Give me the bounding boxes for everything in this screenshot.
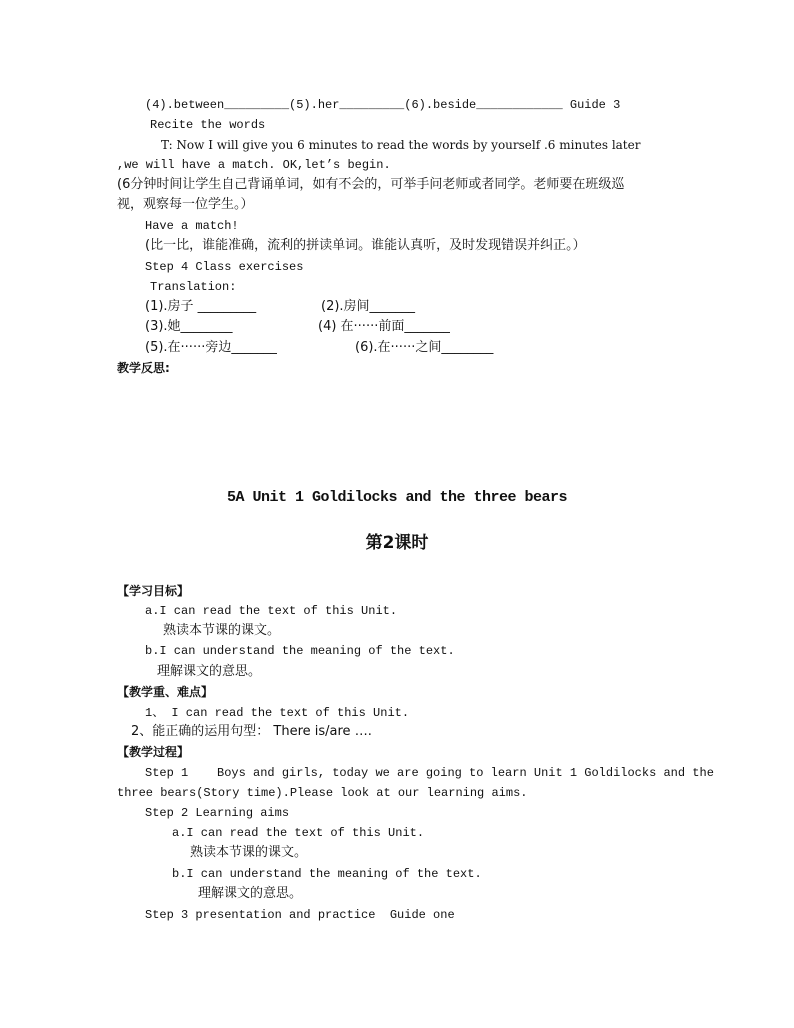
teacher-line-1: T: Now I will give you 6 minutes to read the words by yourself .6 minutes later: [161, 138, 641, 152]
note-line-2: 视，观察每一位学生。）: [117, 197, 254, 212]
goals-heading: 【学习目标】: [117, 584, 190, 598]
teacher-line-2: ,we will have a match. OK,let’s begin.: [117, 158, 391, 172]
note-line-1: (6分钟时间让学生自己背诵单词，如有不会的，可举手问老师或者同学。老师要在班级巡: [117, 177, 625, 192]
step4-heading: Step 4 Class exercises: [145, 260, 304, 274]
keypoint-1: 1、 I can read the text of this Unit.: [145, 706, 410, 720]
lesson-title: 5A Unit 1 Goldilocks and the three bears: [226, 489, 568, 506]
translation-item-3: (3).她________: [145, 319, 233, 334]
keypoints-heading: 【教学重、难点】: [117, 685, 214, 699]
keypoint-2: 2、能正确的运用句型： There is/are ….: [131, 724, 372, 739]
translation-item-5: (5).在······旁边_______: [145, 340, 277, 355]
goal-a: a.I can read the text of this Unit.: [145, 604, 398, 618]
goal-b-cn: 理解课文的意思。: [157, 664, 262, 679]
guide3-line: (4).between_________(5).her_________(6).beside____________ Guide 3: [145, 98, 621, 112]
step3-heading: Step 3 presentation and practice Guide one: [145, 908, 455, 922]
translation-item-6: (6).在······之间________: [355, 340, 494, 355]
translation-label: Translation:: [150, 280, 237, 294]
process-heading: 【教学过程】: [117, 745, 190, 759]
goal-b: b.I can understand the meaning of the text.: [145, 644, 455, 658]
goal-a-cn: 熟读本节课的课文。: [163, 623, 281, 638]
step1-line-2: three bears(Story time).Please look at our learning aims.: [117, 786, 528, 800]
step1-line-1: Step 1 Boys and girls, today we are going to learn Unit 1 Goldilocks and the: [145, 766, 714, 780]
step2-aim-a: a.I can read the text of this Unit.: [172, 826, 425, 840]
step2-aim-b-cn: 理解课文的意思。: [198, 886, 303, 901]
reflection-heading: 教学反思:: [117, 361, 170, 375]
compare-note: (比一比，谁能准确，流利的拼读单词。谁能认真听，及时发现错误并纠正。）: [145, 238, 586, 253]
step2-aim-b: b.I can understand the meaning of the text.: [172, 867, 482, 881]
step2-heading: Step 2 Learning aims: [145, 806, 290, 820]
step2-aim-a-cn: 熟读本节课的课文。: [190, 845, 308, 860]
translation-item-4: (4) 在······前面_______: [318, 319, 450, 334]
recite-words: Recite the words: [150, 118, 266, 132]
translation-item-2: (2).房间_______: [321, 299, 416, 314]
have-match: Have a match!: [145, 219, 239, 233]
translation-item-1: (1).房子 _________: [145, 299, 257, 314]
lesson-subtitle: 第2课时: [365, 533, 429, 553]
